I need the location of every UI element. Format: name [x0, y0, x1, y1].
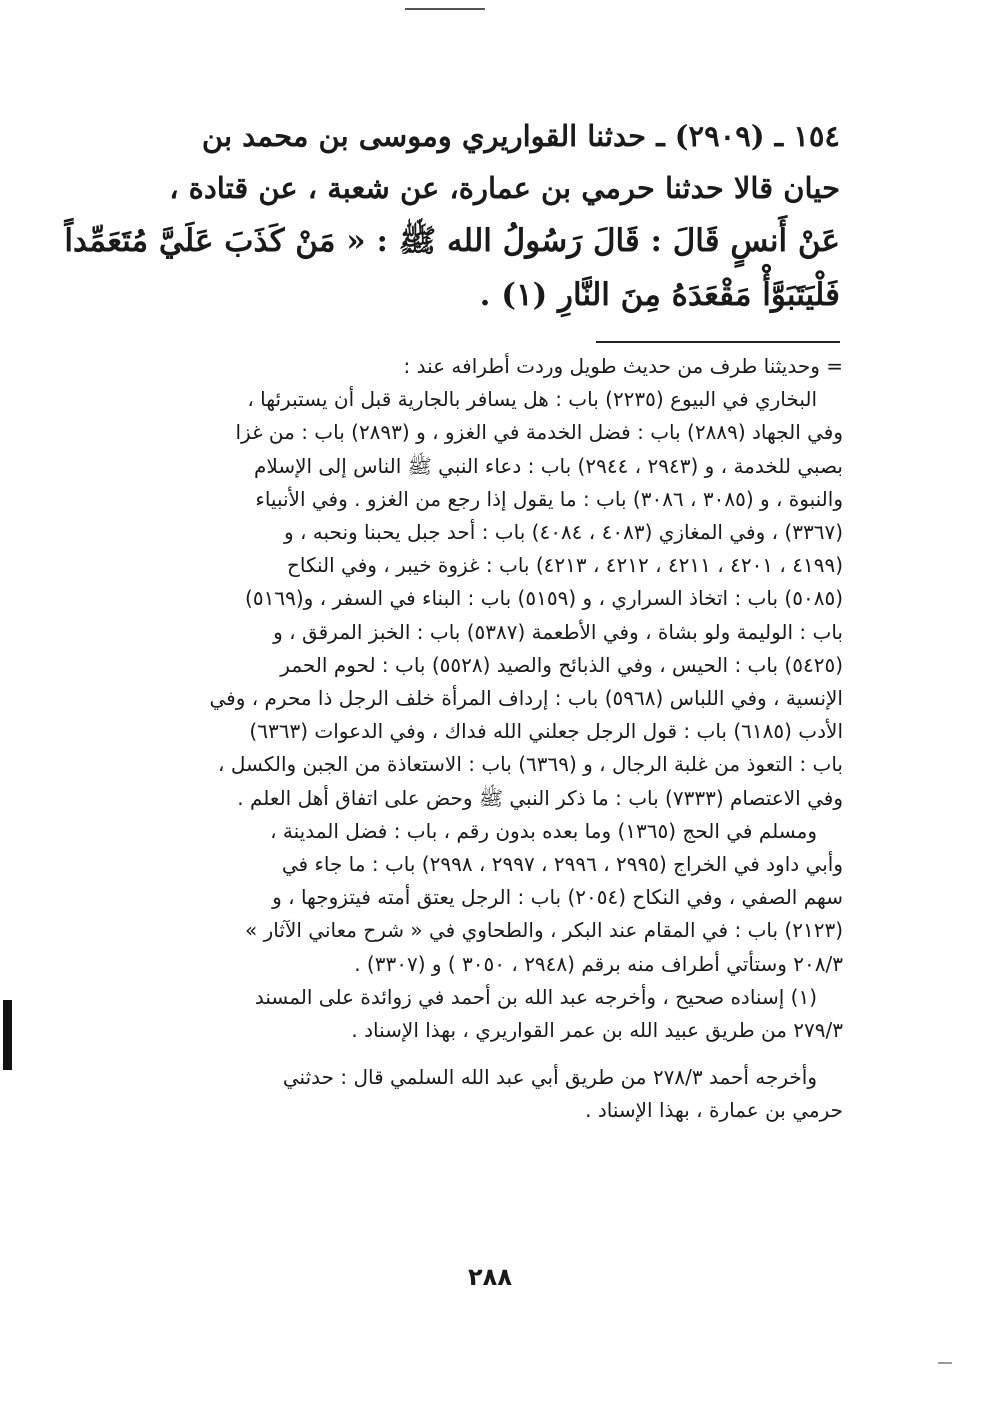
- footnote-line: (٤١٩٩ ، ٤٢٠١ ، ٤٢١١ ، ٤٢١٢ ، ٤٢١٣) باب : غزوة خيبر ، وفي النكاح: [286, 553, 843, 578]
- footnote-paragraph-4: [158, 1061, 843, 1127]
- top-rule: [405, 8, 485, 10]
- footnote-line: (١) إسناده صحيح ، وأخرجه عبد الله بن أحمد في زوائدة على المسند: [254, 984, 817, 1009]
- footnote-line: وأخرجه أحمد ٢٧٨/٣ من طريق أبي عبد الله السلمي قال : حدثني: [282, 1065, 817, 1090]
- hadith-matn-line-2: فَلْيَتَبَوَّأْ مَقْعَدَهُ مِنَ النَّارِ (١) .: [479, 277, 840, 313]
- footnote-line: وفي الاعتصام (٧٣٣٣) باب : ما ذكر النبي ﷺ وحض على اتفاق أهل العلم .: [237, 785, 843, 810]
- footnote-paragraph-1: [158, 350, 843, 815]
- footnote-line: البخاري في البيوع (٢٢٣٥) باب : هل يسافر بالجارية قبل أن يستبرئها ،: [247, 387, 817, 412]
- footnote-line: الإنسية ، وفي اللباس (٥٩٦٨) باب : إرداف المرأة خلف الرجل ذا محرم ، وفي: [209, 686, 843, 711]
- scan-speck: [938, 1362, 952, 1364]
- footnote-line: ٢٠٨/٣ وستأتي أطراف منه برقم (٢٩٤٨ ، ٣٠٥٠ ) و (٣٣٠٧) .: [354, 951, 843, 976]
- footnote-line: وفي الجهاد (٢٨٨٩) باب : فضل الخدمة في الغزو ، و (٢٨٩٣) باب : من غزا: [235, 420, 843, 445]
- footnote-line: وأبي داود في الخراج (٢٩٩٥ ، ٢٩٩٦ ، ٢٩٩٧ ، ٢٩٩٨) باب : ما جاء في: [281, 852, 843, 877]
- footnote-line: ٢٧٩/٣ من طريق عبيد الله بن عمر القواريري ، بهذا الإسناد .: [351, 1018, 843, 1043]
- footnote-line: الأدب (٦١٨٥) باب : قول الرجل جعلني الله فداك ، وفي الدعوات (٦٣٦٣): [249, 719, 843, 744]
- footnote-line: (٥٤٢٥) باب : الحيس ، وفي الذبائح والصيد (٥٥٢٨) باب : لحوم الحمر: [280, 652, 843, 677]
- footnote-line: سهم الصفي ، وفي النكاح (٢٠٥٤) باب : الرجل يعتق أمته فيتزوجها ، و: [272, 885, 843, 910]
- hadith-main-text: [64, 110, 840, 322]
- footnote-line: بصبي للخدمة ، و (٢٩٤٣ ، ٢٩٤٤) باب : دعاء النبي ﷺ الناس إلى الإسلام: [254, 453, 843, 478]
- isnad-line-1: ١٥٤ ـ (٢٩٠٩) ـ حدثنا القواريري وموسى بن محمد بن: [201, 119, 840, 153]
- scan-margin-mark: [3, 1000, 12, 1070]
- footnote-line: باب : التعوذ من غلبة الرجال ، و (٦٣٦٩) باب : الاستعاذة من الجبن والكسل ،: [218, 752, 843, 777]
- footnote-1: [158, 981, 843, 1047]
- footnote-line: ومسلم في الحج (١٣٦٥) وما بعده بدون رقم ، باب : فضل المدينة ،: [270, 818, 817, 843]
- footnote-line: (٥٠٨٥) باب : اتخاذ السراري ، و (٥١٥٩) باب : البناء في السفر ، و(٥١٦٩): [245, 586, 843, 611]
- hadith-matn-line-1: عَنْ أَنسٍ قَالَ : قَالَ رَسُولُ الله ﷺ : « مَنْ كَذَبَ عَلَيَّ مُتَعَمِّداً: [64, 223, 840, 259]
- footnotes: [158, 350, 843, 1128]
- footnote-separator: [596, 341, 840, 343]
- footnote-line: (٢١٢٣) باب : في المقام عند البكر ، والطحاوي في « شرح معاني الآثار »: [245, 918, 843, 943]
- footnote-paragraph-2: [158, 815, 843, 981]
- page-number: ٢٨٨: [468, 1263, 512, 1291]
- isnad-line-2: حيان قالا حدثنا حرمي بن عمارة، عن شعبة ، عن قتادة ،: [169, 171, 840, 205]
- footnote-line: (٣٣٦٧) ، وفي المغازي (٤٠٨٣ ، ٤٠٨٤) باب : أحد جبل يحبنا ونحبه ، و: [283, 520, 843, 545]
- footnote-line: حرمي بن عمارة ، بهذا الإسناد .: [585, 1098, 843, 1123]
- footnote-line: = وحديثنا طرف من حديث طويل وردت أطرافه عند :: [403, 354, 843, 378]
- footnote-line: والنبوة ، و (٣٠٨٥ ، ٣٠٨٦) باب : ما يقول إذا رجع من الغزو . وفي الأنبياء: [255, 486, 843, 511]
- footnote-line: باب : الوليمة ولو بشاة ، وفي الأطعمة (٥٣٨٧) باب : الخبز المرقق ، و: [273, 619, 843, 644]
